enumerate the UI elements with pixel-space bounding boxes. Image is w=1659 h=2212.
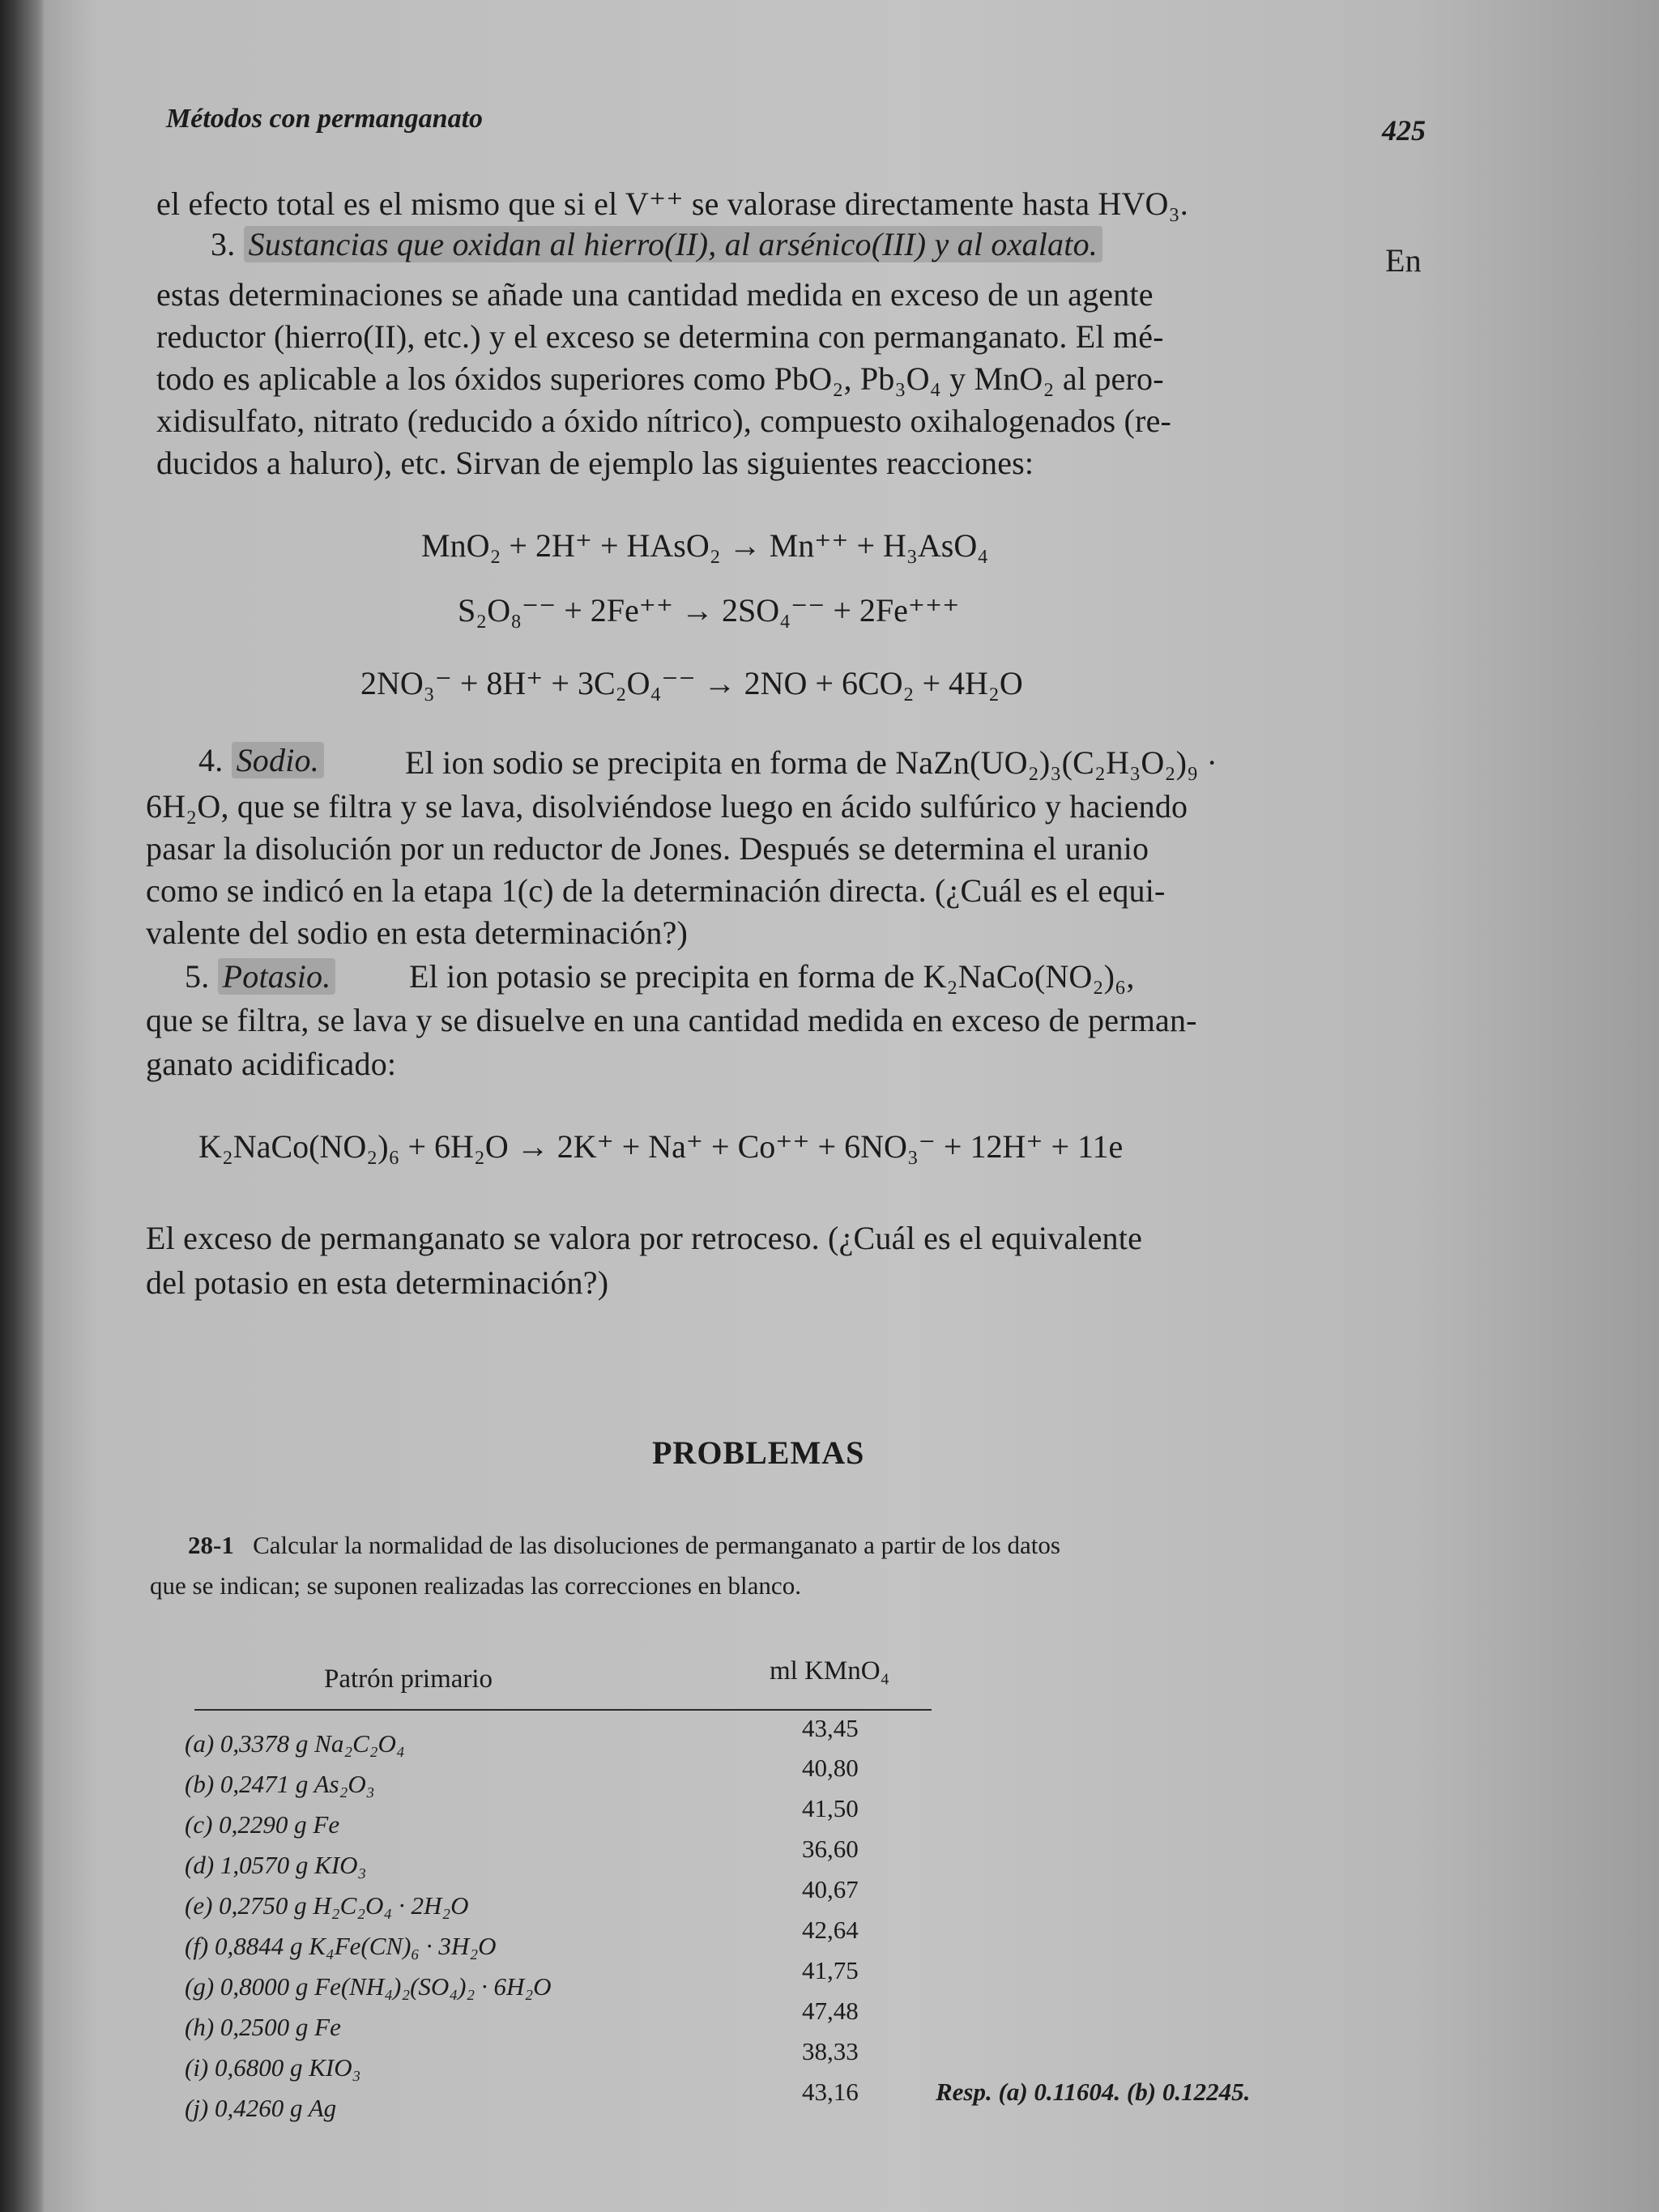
table-row-ml: 40,80: [802, 1754, 859, 1782]
item4-heading: [198, 741, 324, 779]
running-title: Métodos con permanganato: [166, 104, 484, 134]
table-header-primary: Patrón primario: [324, 1664, 493, 1694]
closing-line: del potasio en esta determinación?): [146, 1264, 609, 1301]
item5-line: que se filtra, se lava y se disuelve en una cantidad medida en exceso de perman-: [146, 1002, 1197, 1038]
item3-line: ducidos a haluro), etc. Sirvan de ejemplo las siguientes reacciones:: [156, 445, 1034, 481]
table-row-ml: 38,33: [802, 2037, 859, 2065]
table-row-ml: 42,64: [802, 1916, 859, 1944]
item5-number: 5.: [185, 958, 210, 995]
book-gutter: [0, 0, 45, 2212]
item5-heading: [185, 957, 335, 995]
item3-title: Sustancias que oxidan al hierro(II), al arsénico(III) y al oxalato.: [244, 226, 1102, 262]
table-row-label: (j) 0,4260 g Ag: [185, 2094, 337, 2122]
equation-potasio: K₂NaCo(NO₂)₆ + 6H₂O → 2K⁺ + Na⁺ + Co⁺⁺ + 6NO₃⁻ + 12H⁺ + 11e: [198, 1128, 1124, 1165]
item4-line: El ion sodio se precipita en forma de NaZn(UO₂)₃(C₂H₃O₂)₉ ·: [405, 744, 1218, 781]
item3-number: 3.: [211, 226, 236, 262]
table-row-label: (d) 1,0570 g KIO₃: [185, 1851, 367, 1879]
item4-number: 4.: [198, 742, 224, 778]
item5-title: Potasio.: [218, 958, 336, 995]
intro-line: el efecto total es el mismo que si el V⁺⁺ se valorase directamente hasta HVO₃.: [156, 185, 1188, 222]
item5-line: El ion potasio se precipita en forma de K₂NaCo(NO₂)₆,: [409, 958, 1135, 995]
item3-line: xidisulfato, nitrato (reducido a óxido nítrico), compuesto oxihalogenados (re-: [156, 403, 1172, 439]
table-row-label: (f) 0,8844 g K₄Fe(CN)₆ · 3H₂O: [185, 1932, 497, 1960]
item3-line: todo es aplicable a los óxidos superiores como PbO₂, Pb₃O₄ y MnO₂ al pero-: [156, 360, 1164, 397]
problem-number: 28-1: [188, 1531, 234, 1559]
table-row-label: (g) 0,8000 g Fe(NH₄)₂(SO₄)₂ · 6H₂O: [185, 1972, 552, 2001]
table-row-ml: 41,50: [802, 1794, 859, 1822]
item4-line: 6H₂O, que se filtra y se lava, disolviéndose luego en ácido sulfúrico y haciendo: [146, 788, 1188, 825]
equation-mno2: MnO₂ + 2H⁺ + HAsO₂ → Mn⁺⁺ + H₃AsO₄: [421, 527, 989, 564]
table-row-ml: 43,16: [802, 2078, 859, 2106]
problem-line: que se indican; se suponen realizadas las correcciones en blanco.: [150, 1571, 801, 1600]
item4-line: como se indicó en la etapa 1(c) de la determinación directa. (¿Cuál es el equi-: [146, 872, 1166, 909]
problem-28-1: [188, 1531, 1060, 1560]
table-row-ml: 41,75: [802, 1956, 859, 1984]
item5-line: ganato acidificado:: [146, 1046, 397, 1082]
table-row-ml: 47,48: [802, 1997, 859, 2025]
table-row-label: (h) 0,2500 g Fe: [185, 2013, 341, 2041]
table-row-ml: 36,60: [802, 1835, 859, 1863]
table-row-label: (e) 0,2750 g H₂C₂O₄ · 2H₂O: [185, 1891, 469, 1920]
table-row-label: (i) 0,6800 g KIO₃: [185, 2053, 361, 2082]
table-row-label: (c) 0,2290 g Fe: [185, 1810, 340, 1839]
item4-line: pasar la disolución por un reductor de Jones. Después se determina el uranio: [146, 830, 1149, 867]
equation-s2o8: S₂O₈⁻⁻ + 2Fe⁺⁺ → 2SO₄⁻⁻ + 2Fe⁺⁺⁺: [458, 592, 960, 629]
table-row-ml: 43,45: [802, 1714, 859, 1742]
item3-line: estas determinaciones se añade una cantidad medida en exceso de un agente: [156, 276, 1154, 313]
equation-no3: 2NO₃⁻ + 8H⁺ + 3C₂O₄⁻⁻ → 2NO + 6CO₂ + 4H₂O: [360, 665, 1023, 701]
page-number: 425: [1382, 114, 1426, 147]
problems-title: PROBLEMAS: [652, 1434, 865, 1471]
table-header-ml: ml KMnO₄: [770, 1656, 890, 1686]
table-header-rule: [194, 1709, 932, 1711]
answer-line: Resp. (a) 0.11604. (b) 0.12245.: [936, 2078, 1251, 2106]
table-row-label: (a) 0,3378 g Na₂C₂O₄: [185, 1729, 405, 1758]
item4-line: valente del sodio en esta determinación?): [146, 914, 689, 951]
table-row-ml: 40,67: [802, 1875, 859, 1903]
table-row-label: (b) 0,2471 g As₂O₃: [185, 1770, 375, 1798]
problem-line: Calcular la normalidad de las disoluciones de permanganato a partir de los datos: [253, 1531, 1060, 1559]
item3-line: En: [1385, 242, 1422, 279]
closing-line: El exceso de permanganato se valora por retroceso. (¿Cuál es el equivalente: [146, 1220, 1143, 1256]
item3-heading: [211, 225, 1102, 263]
item4-title: Sodio.: [232, 742, 324, 778]
item3-line: reductor (hierro(II), etc.) y el exceso se determina con permanganato. El mé-: [156, 318, 1164, 355]
